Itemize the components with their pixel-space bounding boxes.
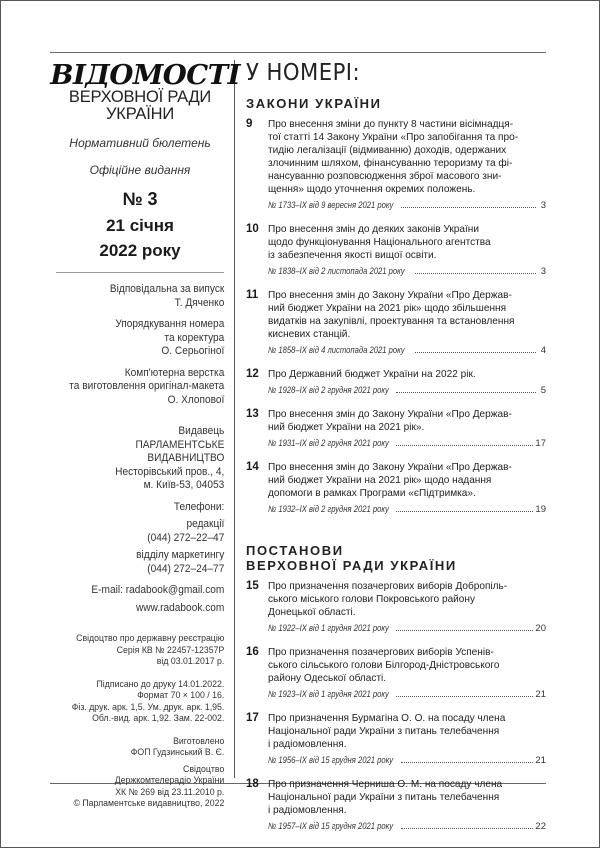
registration-line2: Серія КВ № 22457-12357Р [116, 644, 225, 656]
address-line1: Несторівський пров., 4, [115, 465, 225, 478]
page-number: 22 [535, 821, 546, 832]
address-line2: м. Київ-53, 04053 [143, 479, 225, 491]
entry-number: 10 [246, 223, 259, 235]
dot-leader [401, 827, 533, 829]
ordering-label-2: та коректура [164, 331, 225, 344]
toc-entry[interactable] [246, 368, 546, 396]
toc-entry[interactable] [246, 408, 546, 449]
entry-reference [268, 385, 546, 396]
dot-leader [401, 206, 536, 208]
law-number: № 1923–IX від 1 грудня 2021 року [268, 689, 389, 699]
page-number: 3 [540, 266, 546, 277]
law-number: № 1838–IX від 2 листопада 2021 року [268, 266, 405, 276]
toc-title: У НОМЕРІ: [246, 60, 361, 86]
layout-name: О. Хлопової [167, 393, 225, 406]
entry-number: 18 [246, 778, 259, 790]
entry-body [268, 368, 546, 396]
entry-title: Про внесення змін до Закону України «Про Держав- ний бюджет України на 2021 рік» щодо надання допомоги в рамках Програми «єПідтримка». [268, 461, 512, 499]
toc-entry[interactable] [246, 646, 546, 700]
issue-number: № 3 [122, 189, 158, 209]
entry-number: 16 [246, 646, 259, 658]
registration-line3: від 03.01.2017 р. [156, 656, 225, 667]
dot-leader [415, 351, 536, 353]
toc-entry[interactable] [246, 712, 546, 766]
entry-reference [268, 345, 546, 356]
entry-body [268, 223, 546, 277]
responsible-label: Відповідальна за випуск [109, 283, 225, 295]
page-number: 20 [535, 623, 546, 634]
entry-body [268, 289, 546, 356]
journal-subtitle-line1: ВЕРХОВНОЇ РАДИ [68, 88, 212, 106]
law-number: № 1928–IX від 2 грудня 2021 року [268, 385, 389, 395]
publisher-label: Видавець [178, 425, 225, 437]
entry-number: 13 [246, 408, 259, 420]
print-sheets: Фіз. друк. арк. 1,5. Ум. друк. арк. 1,95. [71, 701, 225, 713]
entry-body [268, 118, 546, 211]
copyright: © Парламентське видавництво, 2022 [73, 798, 225, 809]
official-label: Офіційне видання [89, 163, 191, 177]
entry-number: 14 [246, 461, 259, 473]
entry-title: Про призначення Черниша О. М. на посаду члена Національної ради України з питань телебачення і радіомовлення. [268, 778, 503, 816]
entry-reference [268, 755, 546, 766]
entry-body [268, 712, 546, 766]
page-number: 5 [540, 385, 546, 396]
layout-label: Комп'ютерна верстка [124, 366, 225, 379]
issue-date-line1: 21 січня [106, 216, 174, 235]
responsible-name: Т. Дяченко [174, 296, 225, 309]
page-number: 21 [535, 755, 546, 766]
table-of-contents [246, 60, 546, 832]
entry-title: Про призначення позачергових виборів Добропіль- ського міського голови Покровського району Донецької області. [268, 580, 508, 618]
phones-label: Телефони: [173, 500, 225, 513]
entry-reference [268, 438, 546, 449]
entry-body [268, 778, 546, 832]
dot-leader [401, 761, 533, 763]
dot-leader [396, 391, 536, 393]
entry-number: 9 [246, 118, 253, 130]
dot-leader [396, 695, 533, 697]
made-label: Виготовлено [173, 735, 225, 747]
toc-entry[interactable] [246, 461, 546, 515]
entry-reference [268, 623, 546, 634]
issue-date-line2: 2022 року [99, 241, 181, 260]
law-number: № 1957–IX від 15 грудня 2021 року [268, 821, 394, 831]
entry-number: 17 [246, 712, 259, 724]
entry-reference [268, 821, 546, 832]
dot-leader [396, 510, 533, 512]
law-number: № 1733–IX від 9 вересня 2021 року [268, 200, 394, 210]
entry-title: Про призначення Бурмагіна О. О. на посаду члена Національної ради України з питань телебачення і радіомовлення. [268, 712, 506, 750]
page-number: 3 [540, 200, 546, 211]
entry-title: Про внесення змін до Закону України «Про Держав- ний бюджет України на 2021 рік» щодо збільшення видатків на закупівлі, проектування та встановлення кисневих станцій. [268, 289, 515, 340]
law-number: № 1858–IX від 4 листопада 2021 року [268, 345, 405, 355]
law-number: № 1956–IX від 15 грудня 2021 року [268, 755, 394, 765]
entry-title: Про внесення змін до деяких законів України щодо функціонування Національного агентства із забезпечення якості вищої освіти. [268, 223, 491, 261]
email-link[interactable]: E-mail: radabook@gmail.com [91, 584, 225, 596]
marketing-phone: (044) 272–24–77 [147, 562, 225, 575]
entry-number: 15 [246, 580, 259, 592]
law-number: № 1932–IX від 2 грудня 2021 року [268, 504, 389, 514]
page-number: 17 [535, 438, 546, 449]
toc-entry[interactable] [246, 118, 546, 211]
entry-body [268, 461, 546, 515]
page-number: 19 [535, 504, 546, 515]
entry-number: 12 [246, 368, 259, 380]
entry-reference [268, 266, 546, 277]
entry-reference [268, 200, 546, 211]
top-rule [50, 52, 546, 53]
entry-reference [268, 504, 546, 515]
entry-body [268, 646, 546, 700]
ordering-name: О. Серьогіної [161, 345, 225, 357]
made-by: ФОП Гудзинський В. Є. [130, 747, 225, 758]
section-heading: ЗАКОНИ УКРАЇНИ [246, 96, 382, 111]
page-number: 21 [535, 689, 546, 700]
entry-body [268, 408, 546, 449]
dot-leader [415, 272, 536, 274]
ordering-label: Упорядкування номера [115, 318, 225, 330]
toc-entry[interactable] [246, 778, 546, 832]
journal-logo: ВІДОМОСТІ [50, 60, 241, 91]
certificate-number: ХК № 269 від 23.11.2010 р. [115, 786, 225, 798]
layout-label-2: та виготовлення оригінал-макета [69, 380, 225, 392]
toc-entry[interactable] [246, 223, 546, 277]
bulletin-label: Нормативний бюлетень [69, 136, 211, 150]
toc-entry[interactable] [246, 289, 546, 356]
entry-number: 11 [246, 289, 259, 301]
entry-title: Про внесення змін до Закону України «Про Держав- ний бюджет України на 2021 рік». [268, 408, 512, 433]
entry-body [268, 580, 546, 634]
publisher-name: ПАРЛАМЕНТСЬКЕ ВИДАВНИЦТВО [135, 438, 225, 464]
certificate-issuer: Держкомтелерадіо України [114, 775, 225, 786]
masthead [50, 60, 241, 260]
print-format: Формат 70 × 100 / 16. [137, 690, 225, 701]
entry-title: Про Державний бюджет України на 2022 рік. [268, 368, 476, 380]
certificate-label: Свідоцтво [183, 763, 225, 775]
section-heading: ПОСТАНОВИ ВЕРХОВНОЇ РАДИ УКРАЇНИ [246, 543, 457, 573]
toc-entry[interactable] [246, 580, 546, 634]
print-signed: Підписано до друку 14.01.2022. [96, 678, 225, 690]
dot-leader [396, 444, 533, 446]
print-order: Обл.-вид. арк. 1,92. Зам. 22-002. [92, 713, 225, 724]
editorial-phone: (044) 272–22–47 [147, 531, 225, 544]
journal-subtitle-line2: УКРАЇНИ [106, 105, 174, 123]
entry-title: Про призначення позачергових виборів Успенів- ського сільського голови Білгород-Дністровського району Одеської області. [268, 646, 500, 684]
marketing-label: відділу маркетингу [136, 549, 225, 561]
editorial-label: редакції [186, 518, 225, 530]
imprint [66, 283, 228, 810]
law-number: № 1922–IX від 1 грудня 2021 року [268, 623, 389, 633]
entry-reference [268, 689, 546, 700]
law-number: № 1931–IX від 2 грудня 2021 року [268, 438, 389, 448]
toc-sections [246, 96, 546, 832]
left-column [50, 60, 241, 810]
masthead-rule [56, 272, 224, 273]
website-link[interactable]: www.radabook.com [136, 601, 225, 614]
column-divider [234, 60, 235, 778]
entry-title: Про внесення зміни до пункту 8 частини вісімнадця- тої статті 14 Закону України «Про запобігання та про- тидію легалізації (відмиванню) доходів, одержаних злочинним шляхом, фінансуванню тероризму та фі- нансуванню розповсюдження зброї масового зни- щення» щодо уточнення окремих положень. [268, 118, 519, 195]
registration-line1: Свідоцтво про державну реєстрацію [76, 633, 225, 644]
dot-leader [396, 629, 533, 631]
page-number: 4 [540, 345, 546, 356]
